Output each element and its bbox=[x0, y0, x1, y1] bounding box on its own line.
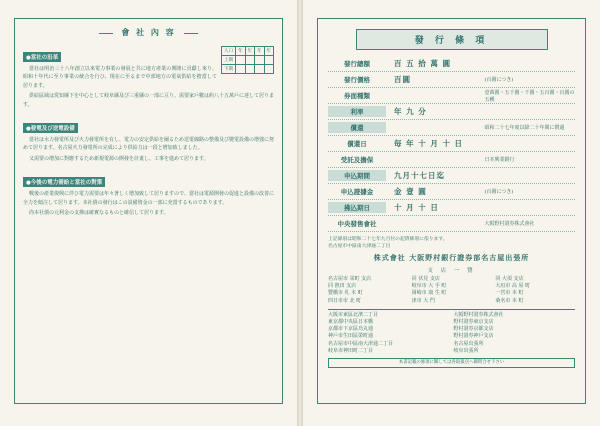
term-label: 申込證據金 bbox=[340, 188, 374, 196]
term-label: 中央發售會社 bbox=[337, 220, 377, 228]
branch-item: 大垣市 高 屋 町 bbox=[495, 283, 531, 290]
left-page bbox=[0, 0, 297, 426]
term-note: 大阪野村證券株式會社 bbox=[484, 221, 535, 227]
office-item: 東京都中央區日本橋 bbox=[328, 319, 374, 326]
term-value: 年 九 分 bbox=[394, 107, 427, 116]
table-cell bbox=[236, 65, 246, 74]
term-label: 利率 bbox=[328, 106, 386, 117]
branch-item: 津市 大 門 bbox=[411, 297, 435, 304]
terms-list bbox=[328, 56, 575, 232]
branch-list bbox=[328, 276, 575, 305]
table-cell bbox=[236, 56, 246, 65]
table-cell: 年 bbox=[264, 47, 274, 56]
left-frame bbox=[14, 18, 283, 404]
branch-heading: 支 店 一 覽 bbox=[427, 268, 476, 274]
term-value: 毎 年 十 月 十 日 bbox=[394, 139, 464, 148]
term-row bbox=[328, 216, 575, 232]
office-item: 名古屋出張所 bbox=[453, 340, 484, 347]
table-cell: 上期 bbox=[222, 56, 236, 65]
right-frame bbox=[317, 18, 586, 404]
office-list bbox=[328, 309, 575, 355]
term-row bbox=[328, 152, 575, 168]
office-item: 野村證券東京支店 bbox=[453, 319, 494, 326]
term-note: 昭和二十七年度以降二十年間に償還 bbox=[484, 125, 565, 131]
table-cell bbox=[245, 65, 255, 74]
term-note: 日本興業銀行 bbox=[484, 157, 515, 163]
right-page bbox=[303, 0, 600, 426]
term-note: 壹萬圓・五千圓・千圓・五百圓・百圓の五種 bbox=[484, 89, 575, 103]
branch-item: 名古屋市 栄町 支店 bbox=[328, 276, 372, 282]
office-item: 岐阜市神田町二丁目 bbox=[328, 347, 374, 354]
branch-item: 同 伏見 支店 bbox=[411, 276, 440, 282]
table-cell bbox=[255, 65, 265, 74]
branch-item: 一宮市 本 町 bbox=[495, 290, 524, 297]
left-page-title: 會 社 內 容 bbox=[121, 27, 176, 37]
term-note: (百圓につき) bbox=[484, 189, 514, 195]
term-note: (百圓につき) bbox=[484, 77, 514, 83]
term-value: 十 月 十 日 bbox=[394, 203, 439, 212]
note-line: 上記條項は昭和二十七年九月付の起債條項に依ります。 bbox=[328, 237, 448, 242]
table-cell bbox=[255, 56, 265, 65]
branch-item: 岐阜市 大 手 町 bbox=[411, 283, 447, 290]
table-cell: 下期 bbox=[222, 65, 236, 74]
office-item: 岐阜出張所 bbox=[453, 347, 479, 354]
paragraph: 當社は明治三十八年創立以來電力事業の發展と共に地方產業の興隆に貢獻し來り、昭和十年代に至り事業の統合を行ひ、現在に至るまで中部地方の電氣供給を擔當して居ります。 bbox=[23, 66, 217, 89]
title-rule-right bbox=[184, 33, 198, 34]
paragraph: 供給區域は愛知縣下を中心として岐阜縣及び三重縣の一部に亘り、需要家戶數は約八十五萬戶に達して居ります。 bbox=[23, 93, 275, 108]
branch-item: 同 熱田 支店 bbox=[328, 283, 357, 290]
term-value: 金 壹 圓 bbox=[394, 187, 427, 196]
population-table bbox=[221, 46, 274, 74]
term-row bbox=[328, 72, 575, 88]
paragraph: 當社は水力發電所及び火力發電所を有し、電力の安定供給を圖るため送電線路の整備及び變電設備の增強に努めて居ります。名古屋火力發電所の完成により供給力は一段と增加致しました。 bbox=[23, 137, 275, 152]
branch-item: 豐橋市 札 木 町 bbox=[328, 290, 363, 297]
term-label: 申込期間 bbox=[328, 170, 386, 181]
term-label: 受託及擔保 bbox=[340, 156, 374, 164]
paragraph: 戰後の產業復興に伴ひ電力需要は年々著しく增加致して居りますので、當社は電源開發の促進と設備の改善に全力を傾注して居ります。本社債の發行はこの設備資金の一部に充當するものであります。 bbox=[23, 191, 274, 206]
table-cell: 年 bbox=[236, 47, 246, 56]
term-row bbox=[328, 56, 575, 72]
section-head: ●發電及び送電設備 bbox=[23, 123, 78, 133]
branch-item: 四日市市 北 町 bbox=[328, 297, 362, 304]
note-line: 名古屋市中區南大津通二丁目 bbox=[328, 244, 391, 249]
terms-notes bbox=[328, 236, 575, 250]
issue-terms-title: 發 行 條 項 bbox=[356, 29, 548, 50]
table-row bbox=[222, 47, 274, 56]
section-facilities bbox=[23, 115, 274, 163]
term-label: 償還 bbox=[328, 122, 386, 133]
table-row bbox=[222, 56, 274, 65]
left-title-row bbox=[15, 27, 282, 38]
table-cell bbox=[264, 56, 274, 65]
table-cell: 年 bbox=[255, 47, 265, 56]
term-row bbox=[328, 136, 575, 152]
branch-item: 同 大須 支店 bbox=[495, 276, 524, 282]
table-cell: 年 bbox=[245, 47, 255, 56]
office-item: 野村證券神戶支店 bbox=[453, 333, 494, 340]
office-item: 名古屋市中區南大津通二丁目 bbox=[328, 340, 394, 347]
term-label: 發行總額 bbox=[344, 60, 370, 68]
term-row bbox=[328, 200, 575, 216]
term-row bbox=[328, 104, 575, 120]
term-value: 九月十七日迄 bbox=[394, 171, 445, 180]
section-head: ●當社の沿革 bbox=[23, 52, 61, 62]
office-item: 大阪野村證券株式會社 bbox=[453, 311, 504, 318]
title-rule-left bbox=[99, 33, 113, 34]
table-row bbox=[222, 65, 274, 74]
branch-item: 桑名市 本 町 bbox=[495, 297, 524, 304]
term-row bbox=[328, 120, 575, 136]
section-outlook bbox=[23, 169, 274, 217]
footnote: 本書記載の條項に關しては各取扱店へ御問合せ下さい bbox=[328, 358, 575, 368]
term-row bbox=[328, 88, 575, 104]
table-cell bbox=[264, 65, 274, 74]
section-head: ●今後の電力需給と當社の對策 bbox=[23, 177, 105, 187]
company-name: 株式會社 大阪野村銀行證券部名古屋出張所 bbox=[373, 253, 530, 262]
term-row bbox=[328, 184, 575, 200]
term-label: 發行價格 bbox=[344, 76, 370, 84]
paragraph: 又需要の增加に對應するため新規電源の開發を計畫し、工事を進めて居ります。 bbox=[29, 155, 209, 162]
office-item: 京都市下京區烏丸通 bbox=[328, 326, 374, 333]
term-row bbox=[328, 168, 575, 184]
paragraph: 尚本社債の元利金の支拂は確實なるものと確信して居ります。 bbox=[29, 210, 169, 217]
section-history bbox=[23, 44, 274, 109]
office-item: 大阪市東區北濱二丁目 bbox=[328, 311, 379, 318]
branch-item: 岡崎市 康 生 町 bbox=[411, 290, 447, 297]
term-value: 百圓 bbox=[394, 75, 411, 84]
table-cell bbox=[245, 56, 255, 65]
term-value: 百 五 拾 萬 圓 bbox=[394, 59, 451, 68]
office-item: 神戶市生田區榮町通 bbox=[328, 333, 374, 340]
table-cell: 人口 bbox=[222, 47, 236, 56]
term-label: 券面種類 bbox=[344, 92, 370, 100]
office-item: 野村證券京都支店 bbox=[453, 326, 494, 333]
term-label: 拂込期日 bbox=[328, 202, 386, 213]
term-label: 償還日 bbox=[347, 140, 367, 148]
